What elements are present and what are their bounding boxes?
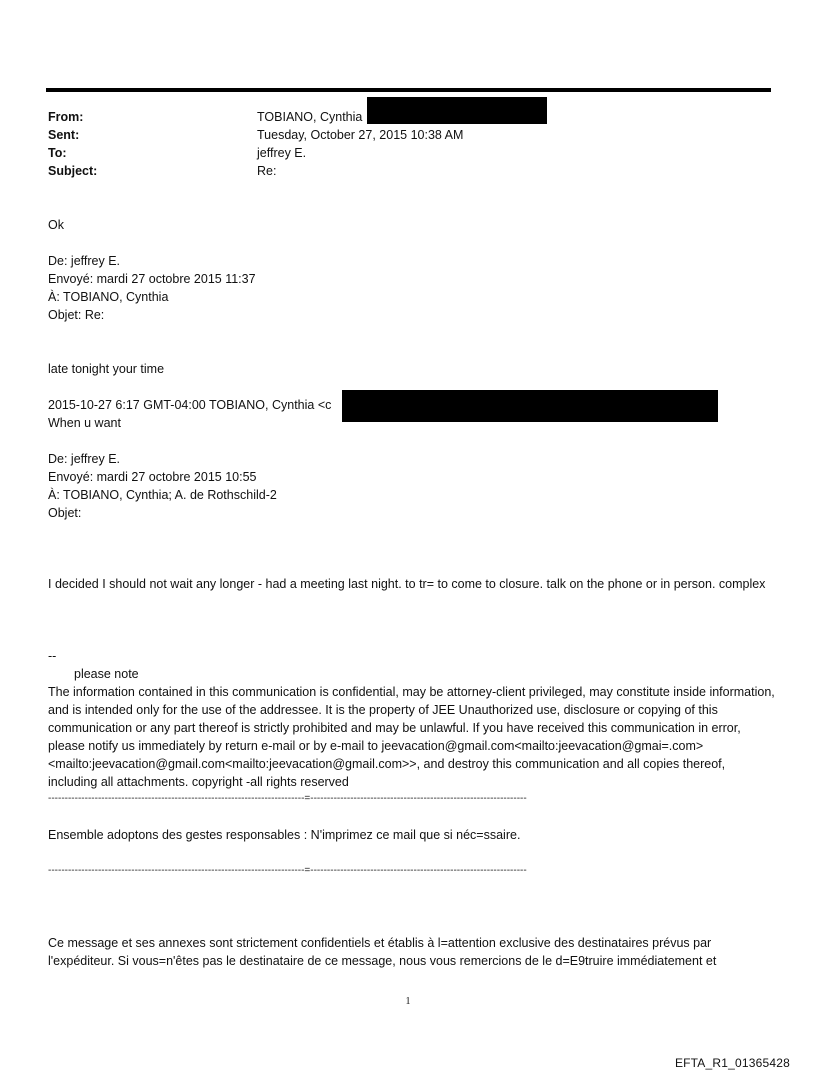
main-message: I decided I should not wait any longer - had a meeting last night. to tr= to come to closure. talk on the phone or in person. complex xyxy=(48,577,766,591)
quoted-from: De: jeffrey E. xyxy=(48,452,121,466)
quoted-from: De: jeffrey E. xyxy=(48,254,121,268)
from-value: TOBIANO, Cynthia xyxy=(257,110,363,124)
redaction-box xyxy=(367,97,547,124)
reply-late-tonight: late tonight your time xyxy=(48,362,165,376)
quoted-intro-line: 2015-10-27 6:17 GMT-04:00 TOBIANO, Cynthia <c xyxy=(48,398,332,412)
quoted-subject: Objet: xyxy=(48,506,82,520)
separator-line: -----------------------------------------------------------------------------=----------------------------------------------------------------- xyxy=(48,865,527,876)
confidentiality-disclaimer: The information contained in this communication is confidential, may be attorney-client privileged, may constitute inside information, and is intended only for the use of the addressee. It is the property of JEE Unauthorized use, disclosure or copying of this communication or any part thereof is strictly prohibited and may be unlawful. If you have received this communication in error, please notify us immediately by return e-mail or by e-mail to jeevacation@gmail.com<mailto:jeevacation@gmai=.com><mailto:jeevacation@gmail.com<mailto:jeevacation@gmail.com>>, and destroy this communication and all copies thereof, including all attachments. copyright -all rights reserved xyxy=(48,685,775,789)
quoted-to: À: TOBIANO, Cynthia xyxy=(48,290,169,304)
quoted-sent: Envoyé: mardi 27 octobre 2015 11:37 xyxy=(48,272,256,286)
from-label: From: xyxy=(48,110,84,124)
bates-number: EFTA_R1_01365428 xyxy=(674,1056,790,1070)
reply-when-u-want: When u want xyxy=(48,416,121,430)
redaction-box xyxy=(342,390,718,422)
page-number: 1 xyxy=(405,996,411,1007)
sent-value: Tuesday, October 27, 2015 10:38 AM xyxy=(257,128,464,142)
french-disclaimer: Ce message et ses annexes sont strictement confidentiels et établis à l=attention exclusive des destinataires prévus par l'expéditeur. Si vous=n'êtes pas le destinataire de ce message, nous vous remercions de le d=E9truire immédiatement et xyxy=(48,936,717,968)
subject-label: Subject: xyxy=(48,164,98,178)
ensemble-notice: Ensemble adoptons des gestes responsables : N'imprimez ce mail que si néc=ssaire. xyxy=(48,828,521,842)
please-note: please note xyxy=(74,667,139,681)
separator-line: -----------------------------------------------------------------------------=----------------------------------------------------------------- xyxy=(48,793,527,804)
subject-value: Re: xyxy=(257,164,277,178)
to-label: To: xyxy=(48,146,67,160)
signature-dashes: -- xyxy=(48,649,57,663)
header-rule xyxy=(46,88,771,92)
quoted-subject: Objet: Re: xyxy=(48,308,105,322)
to-value: jeffrey E. xyxy=(257,146,307,160)
quoted-sent: Envoyé: mardi 27 octobre 2015 10:55 xyxy=(48,470,257,484)
quoted-to: À: TOBIANO, Cynthia; A. de Rothschild-2 xyxy=(48,488,277,502)
sent-label: Sent: xyxy=(48,128,80,142)
reply-ok: Ok xyxy=(48,218,64,232)
